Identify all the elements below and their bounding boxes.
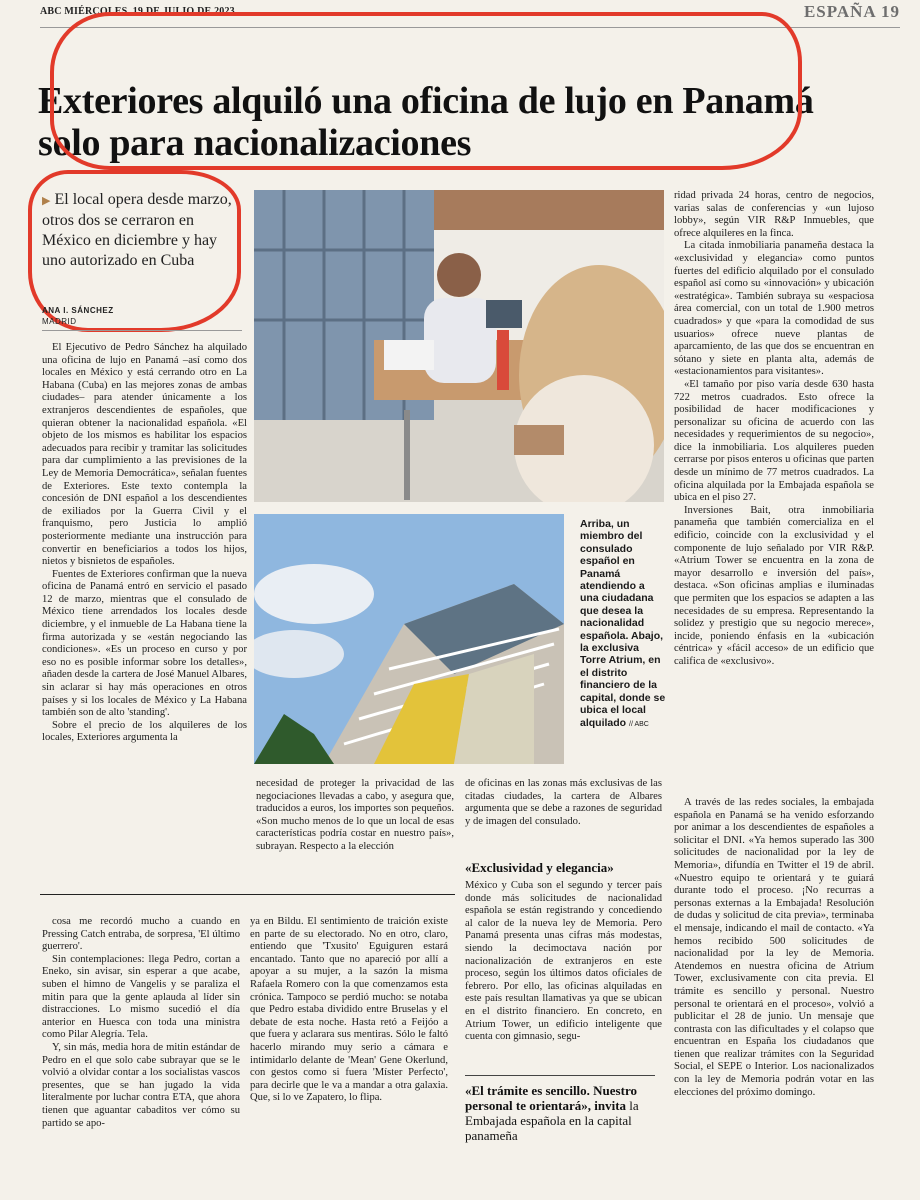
paragraph: Inversiones Bait, otra inmobiliaria panameña que también comercializa en el edificio, coincide con la exclusividad y el componente de lujo señalado por VIR R&P. «Atrium Tower se encuentra en la zona de mayor desarrollo e inversión del país», destaca. «Son oficinas amplias e iluminadas que permiten que los espacios se adapten a las necesidades de su empresa. Representando la solidez y prestigio que su negocio merece», incide, poniendo énfasis en la «ubicación céntrica» y «fácil acceso» de un edificio que califica de «exclusivo». xyxy=(674,504,874,667)
article-column-3b xyxy=(465,880,662,1044)
byline-author: ANA I. SÁNCHEZ xyxy=(42,306,114,315)
paragraph: «El tamaño por piso varía desde 630 hasta 722 metros cuadrados. Esto ofrece la posibilidad de hacer modificaciones y personalizar su oficina de acuerdo con las necesidades y requerimientos de su negocio», dice la inmobiliaria. Los alquileres pueden cerrarse por pisos enteros u oficinas que parten desde un mínimo de 77 metros cuadrados. La oficina alquilada por la Embajada española se ubica en el piso 27. xyxy=(674,378,874,504)
lower-article-column-1 xyxy=(42,916,240,1130)
pull-quote-attribution: la Embajada española en la capital panameña xyxy=(465,1098,639,1143)
masthead-date: ABC MIÉRCOLES, 19 DE JULIO DE 2023 xyxy=(40,6,235,17)
red-annotation-headline xyxy=(50,12,802,170)
paragraph: Y, sin más, media hora de mitin estándar de Pedro en el que solo cabe subrayar que se le volvió a olvidar contar a los socialistas vascos presentes, que se han jugado la vida literalmente por luchar contra ETA, que ahora tienen que aguantar cabaditos ver cómo su partido se apo- xyxy=(42,1041,240,1129)
subhead-text: El local opera desde marzo, otros dos se cerraron en México en diciembre y hay uno autorizado en Cuba xyxy=(42,191,232,269)
paragraph: necesidad de proteger la privacidad de las negociaciones llevadas a cabo, y asegura que, traducidos a euros, los importes son pequeños. «Son mucho menos de lo que un local de esas características podría costar en nuestro país», subrayan. Respecto a la elección xyxy=(256,778,454,852)
masthead-section xyxy=(804,2,900,22)
photo-atrium-tower-illustration xyxy=(254,514,564,764)
caption-credit: // ABC xyxy=(629,720,649,728)
triangle-bullet-icon: ▶ xyxy=(42,195,51,207)
photo-caption xyxy=(580,518,666,731)
lower-article-rule xyxy=(40,894,455,895)
section-subtitle: «Exclusividad y elegancia» xyxy=(465,860,614,875)
caption-text: Arriba, un miembro del consulado español en Panamá atendiendo a una ciudadana que desea la nacionalidad española. Abajo, la exclusiva Torre Atrium, en el distrito financiero de la capital, donde se ubica el local alquilado xyxy=(580,518,666,729)
quote-rule xyxy=(465,1075,655,1076)
paragraph: ridad privada 24 horas, centro de negocios, varias salas de conferencias y «un lujoso lobby», según VIR R&P Inmuebles, que ofrece alquileres en la finca. xyxy=(674,190,874,239)
section-name: ESPAÑA xyxy=(803,2,876,21)
pull-quote-text: «El trámite es sencillo. Nuestro personal te orientará», invita xyxy=(465,1083,637,1113)
paragraph: Sin contemplaciones: llega Pedro, cortan a Eneko, sin avisar, sin esperar a que acabe, suben el himno de Vangelis y se paraliza el mitin para que la gente aplauda al líder sin distracciones. Lo mismo sucedió el día anterior en Huesca con toda una ministra como Pilar Alegría. Tela. xyxy=(42,953,240,1041)
headline: Exteriores alquiló una oficina de lujo en Panamá solo para nacionalizaciones xyxy=(38,80,814,164)
paragraph: A través de las redes sociales, la embajada española en Panamá se ha venido esforzando por animar a los descendientes de españoles a solicitar el DNI. «Ya hemos superado las 300 solicitudes de nacionalidad por la ley de Memoria», difundía en Twitter el 19 de abril. «Nuestro equipo te orientará y te guiará durante todo el proceso. ¡No recurras a personas externas a la Embajada! Resolución de dudas y solicitud de cita previa», terminaba el mensaje, indicando el mail de contacto. «Ya hemos recibido 500 solicitudes de nacionalidad por la ley de Memoria. Atendemos en nuestra oficina de Atrium Tower, exclusivamente con cita previa. El trámite es sencillo y personal. Nuestro personal te orientará en el proceso», volvió a publicitar el 28 de junio. Un mensaje que contrasta con las dificultades y el colapso que encuentran en España los ciudadanos que tienen que realizar trámites con la Seguridad Social, el SEPE o Interior. Los nacionalizados con la ley de Memoria podrán votar en las elecciones del próximo domingo. xyxy=(674,797,874,1098)
article-column-2 xyxy=(256,778,454,854)
photo-consulate-office-illustration xyxy=(254,190,664,502)
byline-rule xyxy=(42,330,242,331)
article-column-1 xyxy=(42,342,247,745)
paragraph: México y Cuba son el segundo y tercer país donde más solicitudes de nacionalidad española se están registrando y concediendo al calor de la nueva ley de Memoria. Pero Panamá presenta unas cifras más modestas, siendo la decimoctava nación por nacionalización de extranjeros en este proceso, según los últimos datos oficiales de febrero. Por ello, las oficinas alquiladas en este país resultan llamativas ya que se ubican en el distrito financiero. En concreto, en Atrium Tower, un edificio inteligente que cuenta con gimnasio, segu- xyxy=(465,880,662,1043)
article-column-4 xyxy=(674,190,874,669)
byline xyxy=(42,305,242,327)
pull-quote xyxy=(465,1083,645,1143)
paragraph: cosa me recordó mucho a cuando en Pressing Catch entraba, de sorpresa, 'El último guerrero'. xyxy=(42,916,240,953)
photo-atrium-tower xyxy=(254,514,564,764)
paragraph: Fuentes de Exteriores confirman que la nueva oficina de Panamá entró en servicio el pasado 12 de marzo, mientras que el consulado de México tiene arrendados los locales desde diciembre, y el inmueble de La Habana tiene la firma autorizada y se «están negociando las condiciones». «Es un proceso en curso y por eso no es posible informar sobre los detalles», añaden desde la cartera de José Manuel Albares, sin aclarar si hay más operaciones en otros países y si los locales de México y La Habana también son de alto 'standing'. xyxy=(42,568,247,719)
page-number: 19 xyxy=(881,2,900,21)
paragraph: La citada inmobiliaria panameña destaca la «exclusividad y elegancia» como puntos fuertes del edificio alquilado por el consulado español así como su «innovación» y ubicación «estratégica». También subraya su «espaciosa área comercial, con un total de 1.900 metros cuadrados» y que «para la comodidad de sus usuarios» ofrece nueve plantas de aparcamiento, de las que dos se encuentran en sótano y siete en planta alta, además de «estacionamientos para visitantes». xyxy=(674,240,874,378)
article-column-3 xyxy=(465,778,662,828)
photo-consulate-office xyxy=(254,190,664,502)
paragraph: El Ejecutivo de Pedro Sánchez ha alquilado una oficina de lujo en Panamá –así como dos locales en México y está cerrando otro en La Habana (Cuba) en las mejores zonas de ambas ciudades– para atender únicamente a los extranjeros descendientes de españoles, que quieran obtener la nacionalidad española. «El objeto de los mismos es habilitar los espacios adecuados para recibir y tramitar las solicitudes para dar cumplimiento a las previsiones de la Ley de Memoria Democrática», señalan fuentes de Exteriores. Este texto contempla la concesión de DNI español a los descendientes de exiliados por la Guerra Civil y el franquismo, pero Justicia lo amplió posteriormente mediante una instrucción para convertir en beneficiarios a todos los hijos, nietos y bisnietos de españoles. xyxy=(42,342,247,568)
article-column-4b xyxy=(674,797,874,1099)
byline-city: MADRID xyxy=(42,317,77,326)
paragraph: de oficinas en las zonas más exclusivas de las citadas ciudades, la cartera de Albares argumenta que se debe a razones de seguridad y de imagen del consulado. xyxy=(465,778,662,827)
paragraph: Sobre el precio de los alquileres de los locales, Exteriores argumenta la xyxy=(42,719,247,744)
paragraph: ya en Bildu. El sentimiento de traición existe en parte de su electorado. No en otro, claro, entiendo que 'Txusito' Eguiguren estará encantado. Tanto que no apareció por allí a apoyar a su mujer, a la sazón la misma Rafaela Romero con la que comenzamos esta crónica. Tampoco se perdió mucho: se notaba que Pedro estaba dividido entre Bruselas y el debate de esta noche. Hasta retó a Feijóo a que fuera y aclarara sus mentiras. Sólo le faltó hacerlo mirando muy serio a cámara e intimidarlo delante de 'Mean' Gene Okerlund, con gestos como si fuera 'Míster Perfecto', para decirle que le va a mandar a otra galaxia. Que, si lo ve Zapatero, lo flipa. xyxy=(250,916,448,1104)
lower-article-column-2 xyxy=(250,916,448,1105)
